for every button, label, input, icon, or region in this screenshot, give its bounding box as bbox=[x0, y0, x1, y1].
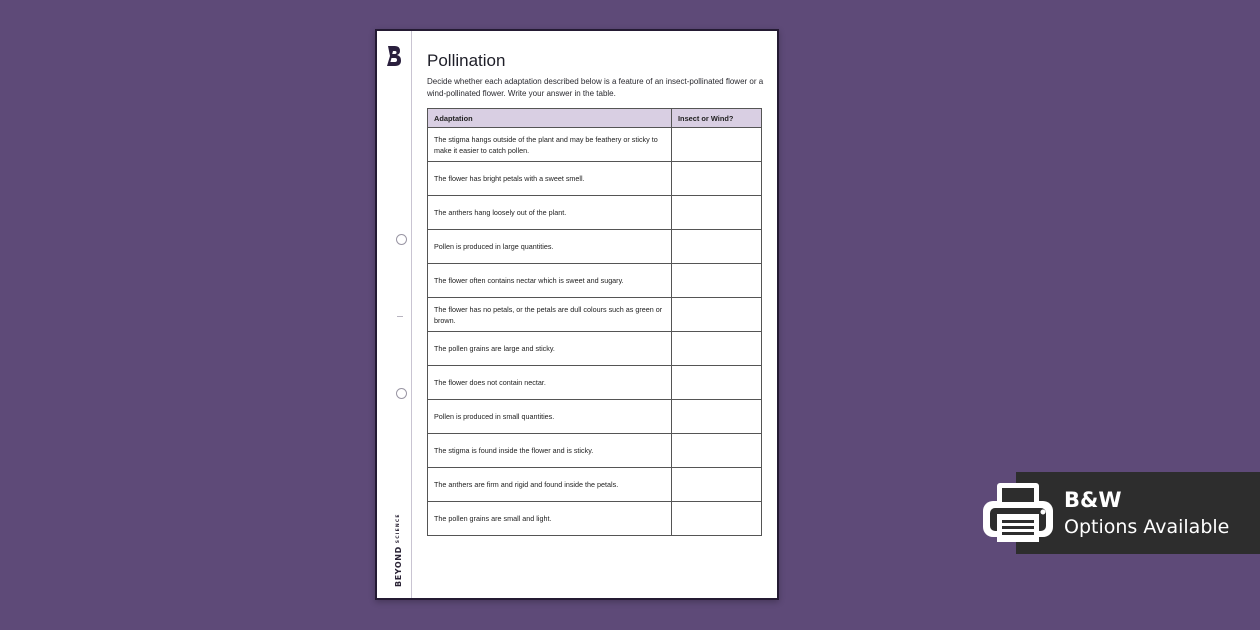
adaptation-cell: The pollen grains are small and light. bbox=[428, 502, 672, 536]
brand-main: BEYOND bbox=[394, 546, 403, 587]
table-row bbox=[428, 366, 762, 400]
worksheet-page bbox=[375, 29, 779, 600]
answer-cell[interactable] bbox=[672, 468, 762, 502]
answer-cell[interactable] bbox=[672, 230, 762, 264]
fold-mark bbox=[397, 316, 403, 317]
beyond-logo-icon bbox=[386, 45, 402, 67]
table-row bbox=[428, 332, 762, 366]
table-header-row bbox=[428, 109, 762, 128]
answer-cell[interactable] bbox=[672, 298, 762, 332]
table-row bbox=[428, 298, 762, 332]
table-row bbox=[428, 400, 762, 434]
adaptation-cell: The stigma is found inside the flower and is sticky. bbox=[428, 434, 672, 468]
page-title: Pollination bbox=[427, 51, 506, 70]
answer-cell[interactable] bbox=[672, 162, 762, 196]
binder-hole-bottom bbox=[396, 388, 407, 399]
table-row bbox=[428, 468, 762, 502]
brand-wordmark bbox=[394, 513, 403, 587]
answer-cell[interactable] bbox=[672, 366, 762, 400]
table-row bbox=[428, 128, 762, 162]
adaptation-cell: The flower has no petals, or the petals are dull colours such as green or brown. bbox=[428, 298, 672, 332]
adaptation-cell: The stigma hangs outside of the plant and may be feathery or sticky to make it easier to catch pollen. bbox=[428, 128, 672, 162]
instructions: Decide whether each adaptation described below is a feature of an insect-pollinated flower or a wind-pollinated flower. Write your answer in the table. bbox=[427, 77, 764, 98]
adaptation-cell: The flower often contains nectar which is sweet and sugary. bbox=[428, 264, 672, 298]
brand-sub: SCIENCE bbox=[396, 513, 401, 544]
adaptation-cell: Pollen is produced in large quantities. bbox=[428, 230, 672, 264]
answer-cell[interactable] bbox=[672, 128, 762, 162]
header-adaptation: Adaptation bbox=[428, 109, 672, 128]
answer-cell[interactable] bbox=[672, 264, 762, 298]
adaptation-cell: The flower has bright petals with a sweet smell. bbox=[428, 162, 672, 196]
adaptation-table bbox=[427, 108, 762, 536]
answer-cell[interactable] bbox=[672, 400, 762, 434]
table-row bbox=[428, 230, 762, 264]
table-row bbox=[428, 434, 762, 468]
adaptation-cell: Pollen is produced in small quantities. bbox=[428, 400, 672, 434]
bw-options-badge bbox=[1016, 472, 1260, 554]
adaptation-cell: The anthers hang loosely out of the plant. bbox=[428, 196, 672, 230]
binder-spine bbox=[377, 31, 412, 598]
badge-title: B&W bbox=[1064, 488, 1122, 512]
printer-icon bbox=[980, 480, 1056, 546]
answer-cell[interactable] bbox=[672, 196, 762, 230]
header-insect-or-wind: Insect or Wind? bbox=[672, 109, 762, 128]
adaptation-cell: The anthers are firm and rigid and found inside the petals. bbox=[428, 468, 672, 502]
binder-hole-top bbox=[396, 234, 407, 245]
badge-subtitle: Options Available bbox=[1064, 516, 1230, 538]
answer-cell[interactable] bbox=[672, 434, 762, 468]
table-row bbox=[428, 196, 762, 230]
adaptation-cell: The flower does not contain nectar. bbox=[428, 366, 672, 400]
table-row bbox=[428, 264, 762, 298]
answer-cell[interactable] bbox=[672, 502, 762, 536]
table-row bbox=[428, 162, 762, 196]
table-row bbox=[428, 502, 762, 536]
answer-cell[interactable] bbox=[672, 332, 762, 366]
adaptation-cell: The pollen grains are large and sticky. bbox=[428, 332, 672, 366]
